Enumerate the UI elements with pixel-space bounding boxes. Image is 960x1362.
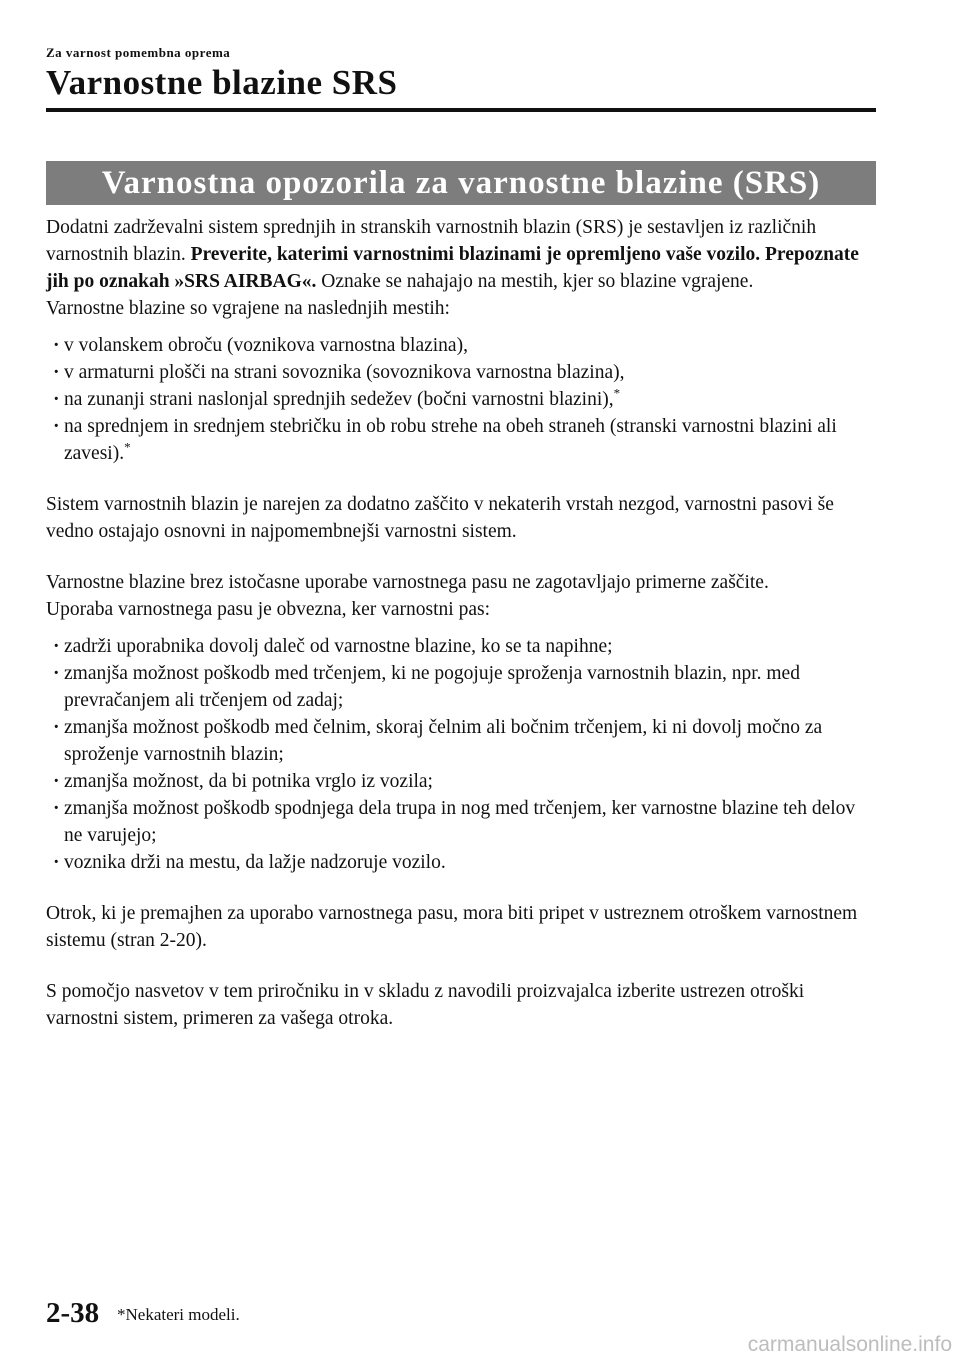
list-item-text: zmanjša možnost poškodb med trčenjem, ki ne pogojuje sproženja varnostnih blazin, npr. med prevračanjem ali trčenjem od zadaj; [64,663,800,711]
bullet-icon: · [53,416,60,437]
bullet-icon: · [53,389,60,410]
list-item-text: v armaturni plošči na strani sovoznika (sovoznikova varnostna blazina), [64,362,625,383]
watermark: carmanualsonline.info [747,1333,952,1356]
list-item [46,660,876,714]
belt-lead: Uporaba varnostnega pasu je obvezna, ker varnostni pas: [46,599,491,620]
locations-lead: Varnostne blazine so vgrajene na naslednjih mestih: [46,298,450,319]
list-item [46,849,876,876]
list-item-text: zmanjša možnost poškodb med čelnim, skoraj čelnim ali bočnim trčenjem, ki ni dovolj močno za sproženje varnostnih blazin; [64,717,823,765]
bullet-icon: · [53,663,60,684]
list-item-text: voznika drži na mestu, da lažje nadzoruje vozilo. [64,852,446,873]
no-belt-paragraph: Varnostne blazine brez istočasne uporabe varnostnega pasu ne zagotavljajo primerne zaščite. [46,572,769,593]
advice-paragraph: S pomočjo nasvetov v tem priročniku in v skladu z navodili proizvajalca izberite ustrezen otroški varnostni sistem, primeren za vašega otroka. [46,981,805,1029]
bullet-icon: · [53,798,60,819]
intro-paragraph [46,214,876,295]
supplement-paragraph: Sistem varnostnih blazin je narejen za dodatno zaščito v nekaterih vrstah nezgod, varnostni pasovi še vedno ostajajo osnovni in najpomembnejši varnostni sistem. [46,494,834,542]
airbag-locations-list [46,332,876,467]
list-item [46,386,876,413]
list-item [46,359,876,386]
list-item [46,768,876,795]
chapter-title: Varnostne blazine SRS [46,63,398,102]
bullet-icon: · [53,717,60,738]
page-content [46,214,876,1032]
intro-text-end: Oznake se nahajajo na mestih, kjer so blazine vgrajene. [316,271,754,292]
bullet-icon: · [53,335,60,356]
list-item [46,795,876,849]
belt-benefits-list [46,633,876,876]
child-paragraph: Otrok, ki je premajhen za uporabo varnostnega pasu, mora biti pripet v ustreznem otroškem varnostnem sistemu (stran 2-20). [46,903,858,951]
list-item [46,633,876,660]
list-item [46,332,876,359]
list-item-text: na sprednjem in srednjem stebričku in ob robu strehe na obeh straneh (stranski varnostni blazini ali zavesi). [64,416,837,464]
bullet-icon: · [53,636,60,657]
intro-emphasis: Preverite, katerimi varnostnimi blazinami je opremljeno vaše vozilo. Prepoznate jih po oznakah »SRS AIRBAG«. [46,244,859,292]
list-item [46,714,876,768]
list-item-text: zmanjša možnost poškodb spodnjega dela trupa in nog med trčenjem, ker varnostne blazine teh delov ne varujejo; [64,798,856,846]
bullet-icon: · [53,771,60,792]
bullet-icon: · [53,362,60,383]
title-divider [46,108,876,112]
list-item-text: zadrži uporabnika dovolj daleč od varnostne blazine, ko se ta napihne; [64,636,613,657]
bullet-icon: · [53,852,60,873]
section-banner [46,161,876,205]
breadcrumb: Za varnost pomembna oprema [46,45,231,60]
section-title: Varnostna opozorila za varnostne blazine (SRS) [101,164,821,201]
page-number: 2-38 [46,1297,100,1329]
footnote: *Nekateri modeli. [117,1305,240,1324]
footnote-marker: * [613,385,621,401]
list-item-text: na zunanji strani naslonjal sprednjih sedežev (bočni varnostni blazini), [64,389,614,410]
intro-text: Dodatni zadrževalni sistem sprednjih in stranskih varnostnih blazin (SRS) je sestavljen iz različnih varnostnih blazin. [46,217,817,265]
list-item-text: v volanskem obroču (voznikova varnostna blazina), [64,335,468,356]
footnote-marker: * [124,439,131,455]
list-item-text: zmanjša možnost, da bi potnika vrglo iz vozila; [64,771,433,792]
list-item [46,413,876,467]
